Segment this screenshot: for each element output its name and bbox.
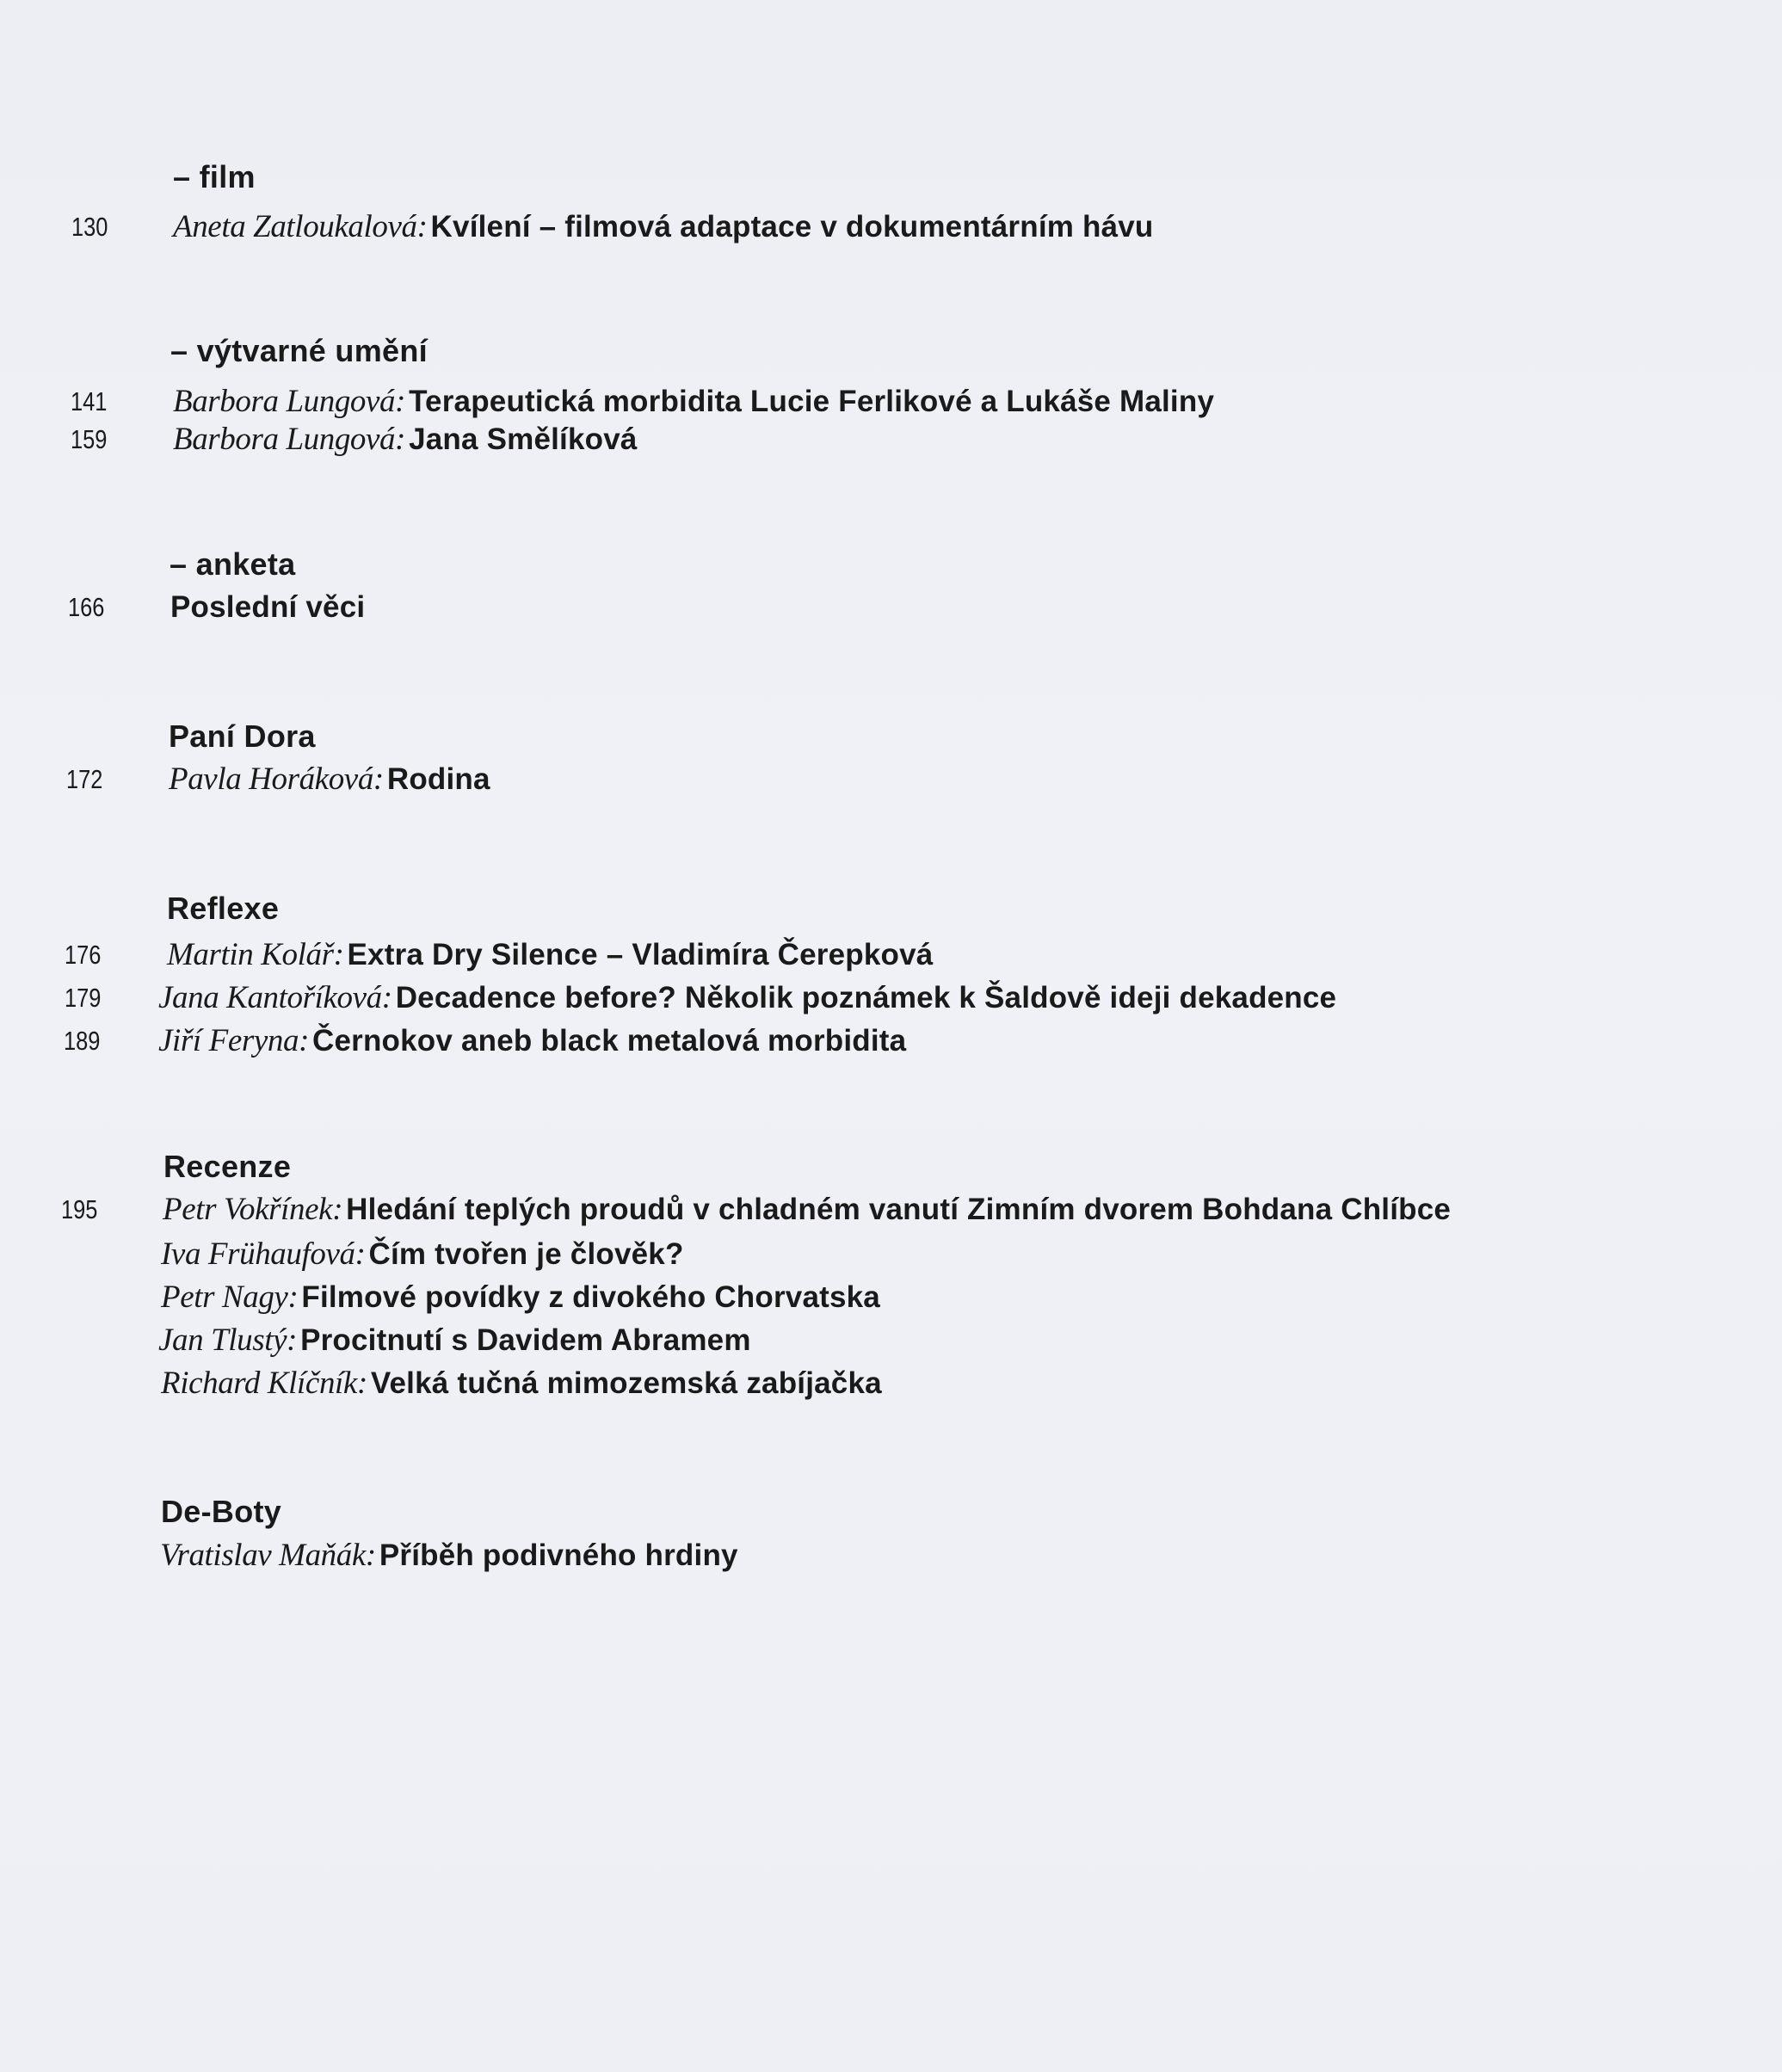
author-name: Jan Tlustý: [158,1323,298,1358]
article-title: Procitnutí s Davidem Abramem [300,1323,751,1357]
article-title: Decadence before? Několik poznámek k Šaldově ideji dekadence [395,981,1337,1014]
toc-entry [0,1322,1721,1360]
toc-entry [0,1537,1721,1575]
article-title: Extra Dry Silence – Vladimíra Čerepková [347,938,934,971]
author-name: Pavla Horáková: [169,762,384,797]
toc-entry [0,1365,1721,1403]
article-title: Příběh podivného hrdiny [379,1539,738,1572]
author-name: Barbora Lungová: [173,422,406,457]
entry-text [167,936,933,980]
page-number: 159 [71,424,108,454]
page-number: 176 [65,940,102,970]
section-title: – výtvarné umění [170,333,428,368]
entry-text [173,421,638,465]
author-name: Martin Kolář: [167,937,344,972]
toc-entry [0,761,1721,799]
toc-entry [0,1191,1721,1229]
entry-text [170,589,365,632]
author-name: Petr Nagy: [161,1280,299,1315]
toc-entry [0,1279,1721,1317]
article-title: Černokov aneb black metalová morbidita [312,1024,907,1058]
page-number: 130 [71,212,108,242]
toc-entry [0,979,1721,1017]
author-name: Aneta Zatloukalová: [173,209,428,244]
article-title: Terapeutická morbidita Lucie Ferlikové a Lukáše Maliny [409,385,1215,418]
article-title: Velká tučná mimozemská zabíjačka [370,1366,882,1400]
entry-text [161,1279,880,1323]
section-title: Reflexe [167,891,280,926]
page-number: 172 [66,764,103,794]
entry-text [161,1236,684,1280]
entry-text [160,1537,738,1581]
article-title: Poslední věci [170,590,366,624]
page-number: 195 [61,1194,98,1224]
toc-entry [0,421,1721,459]
author-name: Petr Vokřínek: [163,1192,343,1227]
page-number: 166 [68,592,105,622]
entry-text [169,761,490,805]
toc-entry [0,589,1721,626]
article-title: Kvílení – filmová adaptace v dokumentárním hávu [430,210,1154,244]
entry-text [173,208,1153,252]
page-number: 141 [71,386,108,416]
toc-entry [0,936,1721,974]
entry-text [158,1022,906,1066]
section-title: – anketa [170,546,296,582]
author-name: Jiří Feryna: [158,1023,309,1058]
section-title: Paní Dora [169,718,316,754]
article-title: Čím tvořen je člověk? [368,1237,684,1271]
article-title: Jana Smělíková [409,422,638,456]
toc-entry [0,208,1721,246]
article-title: Rodina [386,762,490,796]
page-number: 189 [64,1026,101,1056]
author-name: Richard Klíčník: [161,1366,367,1401]
article-title: Hledání teplých proudů v chladném vanutí Zimním dvorem Bohdana Chlíbce [346,1193,1452,1226]
toc-entry [0,1236,1721,1273]
entry-text [158,979,1336,1023]
section-title: Recenze [163,1149,292,1184]
toc-entry [0,383,1721,421]
author-name: Jana Kantoříková: [158,980,392,1015]
section-title: De-Boty [161,1494,282,1529]
page-number: 179 [65,983,102,1013]
entry-text [163,1191,1451,1235]
entry-text [161,1365,882,1409]
article-title: Filmové povídky z divokého Chorvatska [301,1280,880,1314]
toc-entry [0,1022,1721,1060]
author-name: Barbora Lungová: [173,384,406,419]
author-name: Vratislav Maňák: [160,1538,376,1573]
entry-text [158,1322,751,1366]
section-title: – film [173,159,256,194]
author-name: Iva Frühaufová: [161,1236,366,1272]
